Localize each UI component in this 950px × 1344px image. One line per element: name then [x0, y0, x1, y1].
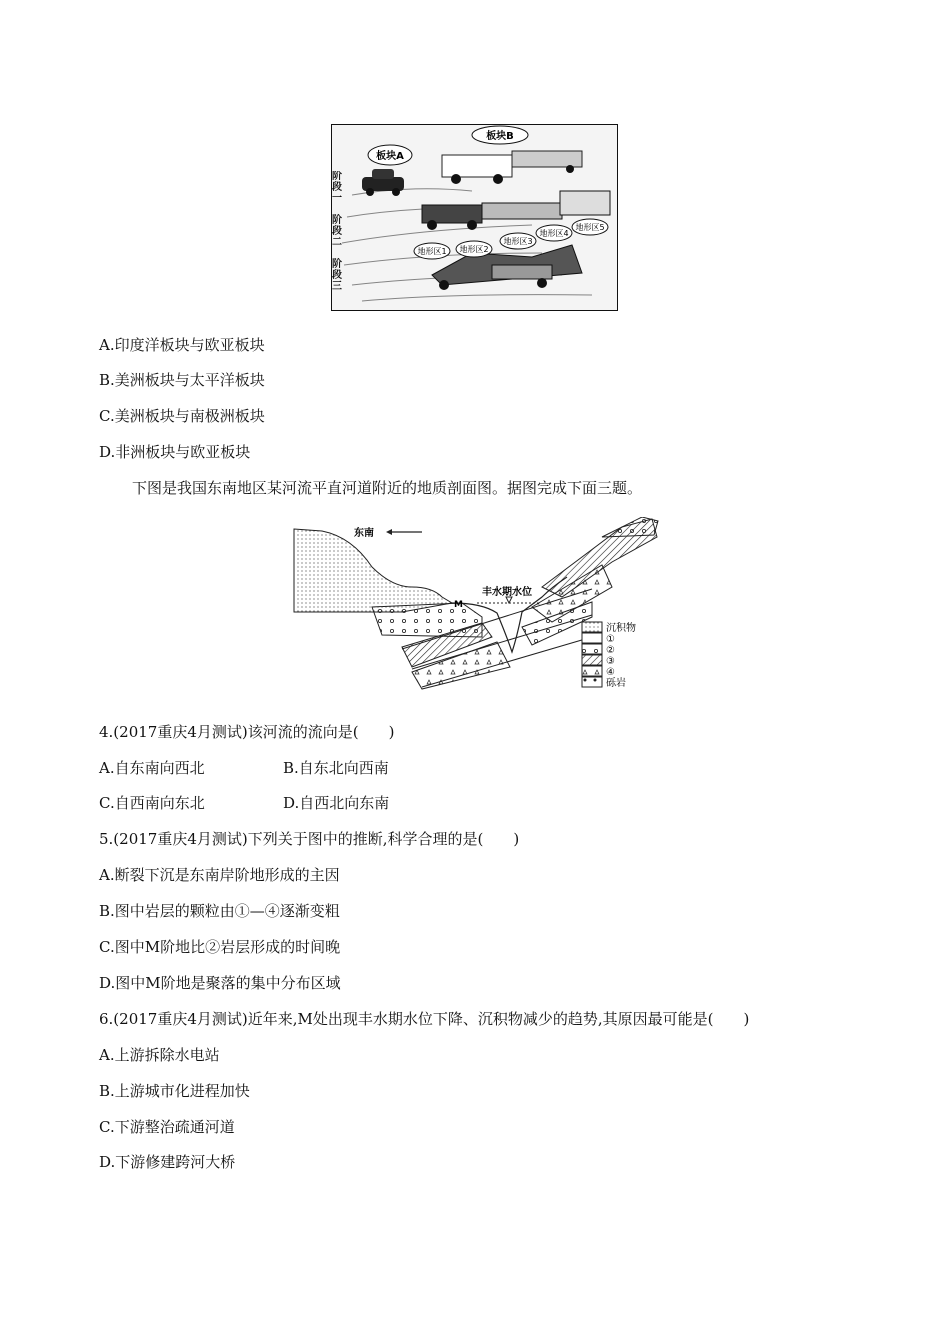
car-plate-a	[362, 169, 404, 196]
legend-layer-4: ④	[606, 667, 615, 678]
legend-layer-2: ②	[606, 645, 615, 656]
legend-layer-1: ①	[606, 634, 615, 645]
q6-option-b: B.上游城市化进程加快	[99, 1082, 250, 1100]
stage2-vertical: 阶段二	[332, 215, 342, 248]
terrain1-label: 地形区1	[417, 247, 447, 256]
terrain2-label: 地形区2	[459, 245, 489, 254]
legend-conglomerate: 砾岩	[606, 678, 626, 689]
terrain4-label: 地形区4	[539, 229, 569, 238]
direction-label: 东南	[354, 528, 374, 539]
plate-b-label: 板块B	[486, 131, 514, 142]
legend-layer-3: ③	[606, 656, 615, 667]
q5-option-a: A.断裂下沉是东南岸阶地形成的主因	[99, 866, 340, 884]
q4-option-b: B.自东北向西南	[283, 759, 389, 777]
q6-option-d: D.下游修建跨河大桥	[99, 1153, 236, 1171]
q6-option-c: C.下游整治疏通河道	[99, 1118, 235, 1136]
collision-stage-3	[432, 245, 582, 290]
q5-option-b: B.图中岩层的颗粒由①—④逐渐变粗	[99, 902, 340, 920]
geologic-section-drawing	[292, 517, 672, 697]
point-m-label: M	[454, 600, 463, 610]
q4-stem: 4.(2017重庆4月测试)该河流的流向是( )	[99, 723, 395, 741]
q3-option-a: A.印度洋板块与欧亚板块	[99, 336, 265, 354]
q3-option-d: D.非洲板块与欧亚板块	[99, 443, 251, 461]
truck-plate-b	[442, 151, 582, 184]
stage1-vertical: 阶段一	[332, 171, 342, 204]
plate-collision-drawing	[332, 125, 616, 309]
q4-option-d: D.自西北向东南	[283, 794, 390, 812]
terrain3-label: 地形区3	[503, 237, 533, 246]
q5-option-d: D.图中M阶地是聚落的集中分布区域	[99, 974, 341, 992]
legend	[582, 621, 636, 689]
intro-text: 下图是我国东南地区某河流平直河道附近的地质剖面图。据图完成下面三题。	[132, 479, 643, 497]
legend-sediment: 沉积物	[606, 623, 636, 634]
q5-option-c: C.图中M阶地比②岩层形成的时间晚	[99, 938, 341, 956]
water-level-label: 丰水期水位	[482, 587, 532, 598]
q3-option-b: B.美洲板块与太平洋板块	[99, 371, 265, 389]
terrain5-label: 地形区5	[575, 223, 605, 232]
q6-stem: 6.(2017重庆4月测试)近年来,M处出现丰水期水位下降、沉积物减少的趋势,其原因最可能是( )	[99, 1010, 750, 1028]
q4-option-a: A.自东南向西北	[99, 759, 205, 777]
geologic-section-figure	[292, 517, 672, 697]
q3-option-c: C.美洲板块与南极洲板块	[99, 407, 265, 425]
q4-option-c: C.自西南向东北	[99, 794, 205, 812]
plate-collision-figure	[331, 124, 618, 311]
q6-option-a: A.上游拆除水电站	[99, 1046, 220, 1064]
stage3-vertical: 阶段三	[332, 259, 342, 292]
plate-a-label: 板块A	[376, 151, 404, 162]
q5-stem: 5.(2017重庆4月测试)下列关于图中的推断,科学合理的是( )	[99, 830, 520, 848]
